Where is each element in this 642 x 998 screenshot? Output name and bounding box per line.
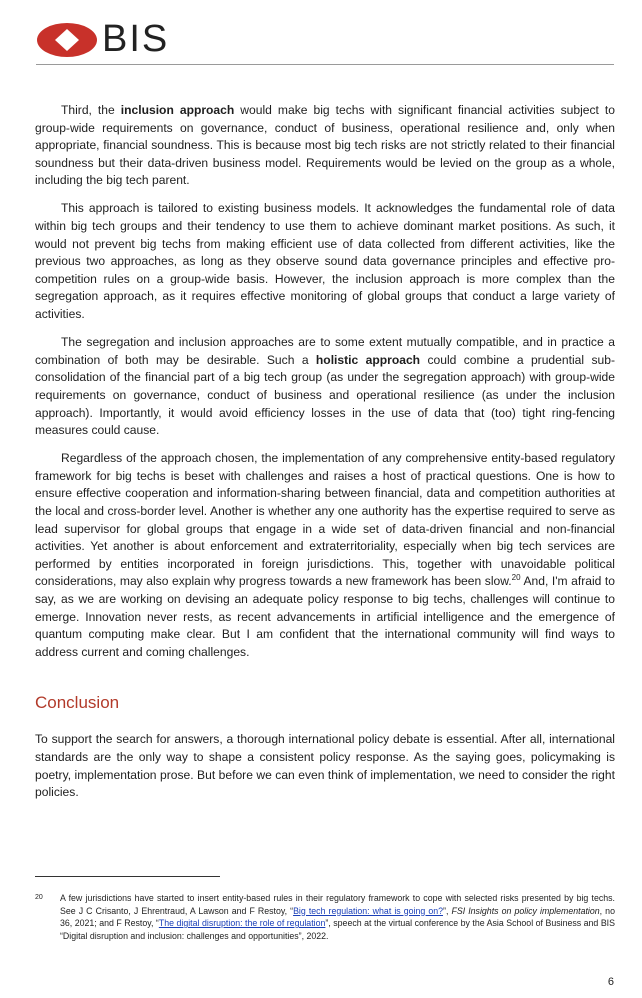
paragraph-conclusion: To support the search for answers, a thorough international policy debate is essential. After all, international standards are the only way to shape a consistent policy response. As the saying goes, policymaking is poetry, implementation prose. But before we can even think of implementation, we need to consider the right policies. (35, 732, 615, 800)
bold-term: inclusion approach (120, 103, 235, 117)
main-content (35, 102, 615, 812)
paragraph-holistic-approach: The segregation and inclusion approaches are to some extent mutually compatible, and in practice a combination of both may be desirable. Such a holistic approach could combine a prudential sub-consolidation of the financial part of a big tech group (as under the segregation approach) with group-wide requirements on governance, conduct of business and operational resilience (as under the inclusion approach). Importantly, it would avoid efficiency losses in the use of data that (too) tight ring-fencing measures could cause. (35, 335, 615, 438)
paragraph-challenges: Regardless of the approach chosen, the implementation of any comprehensive entity-based regulatory framework for big techs is beset with challenges and raises a host of practical questions. One is how to ensure effective cooperation and information-sharing between financial, data and competition authorities at the local and cross-border level. Another is whether any one authority has the expertise required to serve as lead supervisor for global groups that engage in a wide set of data-driven financial and non-financial activities. Yet another is about enforcement and extraterritoriality, especially when big tech services are performed by entities incorporated in foreign jurisdictions. This, together with unavoidable political considerations, may also explain why progress towards a new framework has been slow.$^{20}$ And, I'm afraid to say, as we are working on devising an adequate policy response to big techs, challenges will continue to emerge. Innovation never rests, as recent advancements in artificial intelligence and the emergence of quantum computing make clear. But I am confident that the international community will find ways to address current and coming challenges. (35, 451, 616, 659)
bis-logo-icon (36, 22, 98, 58)
section-heading-conclusion: Conclusion (35, 693, 120, 713)
link-big-tech-regulation[interactable]: Big tech regulation: what is going on? (293, 905, 444, 916)
page-number: 6 (607, 976, 614, 988)
footnote-divider (35, 876, 220, 877)
footnote-reference[interactable]: 20 (511, 573, 521, 583)
header-divider (36, 64, 614, 65)
footnote-number: 20 (35, 894, 43, 901)
publication-title: FSI Insights on policy implementation (451, 905, 600, 916)
paragraph-inclusion-approach: Third, the inclusion approach would make big techs with significant financial activities subject to group-wide requirements on governance, conduct of business, operational resilience and, only when appropriate, financial soundness. This is because most big tech risks are not strictly related to their financial soundness but their data-driven business model. Requirements would be levied on the group as a whole, including the big tech parent. (35, 103, 615, 188)
footnote (35, 892, 615, 942)
logo-text: BIS (102, 18, 170, 60)
paragraph-tailored: This approach is tailored to existing business models. It acknowledges the fundamental role of data within big tech groups and their tendency to use them to achieve dominant market positions. As such, it would not prevent big techs from making efficient use of data collected from different activities, like the previous two approaches, as long as they observe sound data governance principles and effective pro-competition rules on a group-wide basis. However, the inclusion approach is more complex than the segregation approach, as it requires effective monitoring of global groups that conduct a large variety of activities. (35, 201, 615, 322)
page-header (36, 20, 614, 66)
footnote-text: A few jurisdictions have started to insert entity-based rules in their regulatory framework to cope with selected risks presented by big techs. See J C Crisanto, J Ehrentraud, A Lawson and F Restoy, “Big tech regulation: what is going on?”, FSI Insights on policy implementation, no 36, 2021; and F Restoy, “The digital disruption: the role of regulation”, speech at the virtual conference by the Asia School of Business and BIS “Digital disruption and inclusion: challenges and opportunities”, 2022. (60, 893, 615, 941)
bold-term: holistic approach (315, 352, 421, 367)
link-digital-disruption[interactable]: The digital disruption: the role of regulation (158, 918, 326, 928)
